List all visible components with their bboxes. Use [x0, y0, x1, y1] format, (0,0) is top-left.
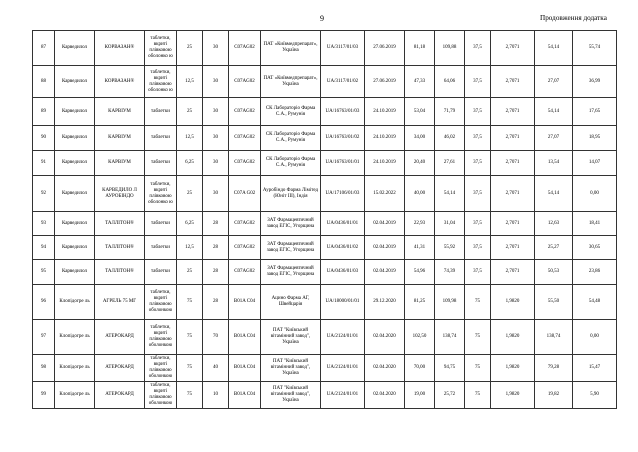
trade-name-cell: КОРВАЗАН® [95, 31, 145, 66]
retail-price-cell: 46,02 [435, 126, 465, 151]
copay-cell: 14,07 [573, 151, 617, 176]
row-number: 91 [33, 151, 55, 176]
atc-code-cell: C07AG02 [229, 31, 261, 66]
manufacturer-cell: СК Лабораторіо Фарма С.А., Румунія [261, 98, 321, 126]
table-row [33, 126, 617, 151]
atc-code-cell: B01A C04 [229, 382, 261, 409]
manufacturer-cell: ПАТ "Київський вітамінний завод", Україна [261, 355, 321, 382]
reimb-rate-cell: 1,9820 [491, 355, 535, 382]
inn-cell: Карведилол [55, 176, 95, 212]
atc-code-cell: C07AG02 [229, 126, 261, 151]
pack-qty-cell: 28 [203, 212, 229, 236]
date-cell: 02.04.2020 [365, 355, 405, 382]
manufacturer-cell: ПАТ «Київмедпрепарат», Україна [261, 31, 321, 66]
reimb-amount-cell: 25,27 [535, 236, 573, 260]
trade-name-cell: АТЕРОКАРД [95, 382, 145, 409]
table-row [33, 260, 617, 285]
retail-price-cell: 54,14 [435, 176, 465, 212]
registration-cell: UA/18000/01/01 [321, 285, 365, 320]
dose-cell: 12,5 [177, 236, 203, 260]
trade-name-cell: КАРВЕДИЛО Л АУРОБІНДО [95, 176, 145, 212]
reimb-rate-cell: 1,9820 [491, 382, 535, 409]
atc-code-cell: C07AG02 [229, 66, 261, 98]
reimb-rate-cell: 1,9820 [491, 320, 535, 355]
registration-cell: UA/2124/01/01 [321, 382, 365, 409]
dose-cell: 12,5 [177, 126, 203, 151]
reimb-amount-cell: 50,53 [535, 260, 573, 285]
ddd-cell: 75 [465, 355, 491, 382]
pack-qty-cell: 30 [203, 66, 229, 98]
row-number: 88 [33, 66, 55, 98]
dose-cell: 25 [177, 176, 203, 212]
inn-cell: Карведилол [55, 31, 95, 66]
inn-cell: Клопідогре ль [55, 355, 95, 382]
dose-cell: 25 [177, 98, 203, 126]
table-row [33, 285, 617, 320]
dose-cell: 6,25 [177, 151, 203, 176]
atc-code-cell: C07AG02 [229, 212, 261, 236]
wholesale-price-cell: 40,00 [405, 176, 435, 212]
copay-cell: 55,74 [573, 31, 617, 66]
trade-name-cell: КАРВІУМ [95, 98, 145, 126]
wholesale-price-cell: 54,96 [405, 260, 435, 285]
drug-price-table [32, 30, 617, 409]
dosage-form-cell: таблетки, вкриті плівковою оболонко ю [145, 31, 177, 66]
date-cell: 02.04.2020 [365, 382, 405, 409]
row-number: 87 [33, 31, 55, 66]
pack-qty-cell: 40 [203, 355, 229, 382]
reimb-rate-cell: 1,9820 [491, 285, 535, 320]
date-cell: 02.04.2019 [365, 212, 405, 236]
row-number: 90 [33, 126, 55, 151]
dose-cell: 75 [177, 320, 203, 355]
registration-cell: UA/16763/01/01 [321, 151, 365, 176]
retail-price-cell: 55,92 [435, 236, 465, 260]
reimb-amount-cell: 55,50 [535, 285, 573, 320]
row-number: 97 [33, 320, 55, 355]
dose-cell: 75 [177, 355, 203, 382]
table-row [33, 355, 617, 382]
reimb-amount-cell: 54,14 [535, 98, 573, 126]
table-row [33, 382, 617, 409]
date-cell: 02.04.2019 [365, 236, 405, 260]
row-number: 95 [33, 260, 55, 285]
atc-code-cell: C07AG02 [229, 98, 261, 126]
trade-name-cell: ТАЛЛІТОН® [95, 260, 145, 285]
atc-code-cell: C07A G02 [229, 176, 261, 212]
wholesale-price-cell: 19,00 [405, 382, 435, 409]
retail-price-cell: 25,72 [435, 382, 465, 409]
reimb-rate-cell: 2,7071 [491, 126, 535, 151]
registration-cell: UA/0436/01/01 [321, 212, 365, 236]
manufacturer-cell: ПАТ «Київмедпрепарат», Україна [261, 66, 321, 98]
reimb-rate-cell: 2,7071 [491, 151, 535, 176]
dose-cell: 25 [177, 31, 203, 66]
manufacturer-cell: ЗАТ Фармацевтичний завод ЕГІС, Угорщина [261, 212, 321, 236]
dosage-form-cell: таблетки [145, 126, 177, 151]
reimb-rate-cell: 2,7071 [491, 212, 535, 236]
copay-cell: 17,65 [573, 98, 617, 126]
copay-cell: 0,00 [573, 320, 617, 355]
inn-cell: Карведилол [55, 126, 95, 151]
dosage-form-cell: таблетки, вкриті плівковою оболонко ю [145, 176, 177, 212]
wholesale-price-cell: 22,93 [405, 212, 435, 236]
table-row [33, 212, 617, 236]
dosage-form-cell: таблетки, вкриті плівковою оболонкою [145, 355, 177, 382]
ddd-cell: 37,5 [465, 151, 491, 176]
retail-price-cell: 74,39 [435, 260, 465, 285]
row-number: 92 [33, 176, 55, 212]
ddd-cell: 37,5 [465, 126, 491, 151]
ddd-cell: 37,5 [465, 98, 491, 126]
reimb-amount-cell: 79,28 [535, 355, 573, 382]
pack-qty-cell: 30 [203, 151, 229, 176]
trade-name-cell: ТАЛЛІТОН® [95, 212, 145, 236]
retail-price-cell: 138,74 [435, 320, 465, 355]
copay-cell: 30,65 [573, 236, 617, 260]
trade-name-cell: АТЕРОКАРД [95, 355, 145, 382]
ddd-cell: 37,5 [465, 31, 491, 66]
dosage-form-cell: таблетки, вкриті плівковою оболонкою [145, 285, 177, 320]
reimb-rate-cell: 2,7071 [491, 176, 535, 212]
date-cell: 29.12.2020 [365, 285, 405, 320]
trade-name-cell: КАРВІУМ [95, 151, 145, 176]
dosage-form-cell: таблетки, вкриті плівковою оболонко ю [145, 66, 177, 98]
trade-name-cell: КОРВАЗАН® [95, 66, 145, 98]
reimb-amount-cell: 54,14 [535, 176, 573, 212]
reimb-amount-cell: 54,14 [535, 31, 573, 66]
date-cell: 27.06.2019 [365, 31, 405, 66]
inn-cell: Карведилол [55, 212, 95, 236]
wholesale-price-cell: 102,50 [405, 320, 435, 355]
date-cell: 24.10.2019 [365, 98, 405, 126]
pack-qty-cell: 28 [203, 285, 229, 320]
pack-qty-cell: 28 [203, 236, 229, 260]
manufacturer-cell: ПАТ "Київський вітамінний завод", Україна [261, 320, 321, 355]
dose-cell: 75 [177, 285, 203, 320]
wholesale-price-cell: 41,31 [405, 236, 435, 260]
ddd-cell: 75 [465, 320, 491, 355]
manufacturer-cell: СК Лабораторіо Фарма С.А., Румунія [261, 126, 321, 151]
pack-qty-cell: 10 [203, 382, 229, 409]
retail-price-cell: 109,98 [435, 285, 465, 320]
reimb-rate-cell: 2,7071 [491, 31, 535, 66]
retail-price-cell: 64,06 [435, 66, 465, 98]
wholesale-price-cell: 47,33 [405, 66, 435, 98]
table-row [33, 320, 617, 355]
reimb-amount-cell: 138,74 [535, 320, 573, 355]
reimb-amount-cell: 12,63 [535, 212, 573, 236]
trade-name-cell: КАРВІУМ [95, 126, 145, 151]
continuation-note: Продовження додатка [540, 14, 607, 22]
date-cell: 02.04.2019 [365, 260, 405, 285]
atc-code-cell: B01A C04 [229, 320, 261, 355]
dose-cell: 12,5 [177, 66, 203, 98]
manufacturer-cell: Ауробіндо Фарма Лімітед (Юніт III), Індія [261, 176, 321, 212]
wholesale-price-cell: 34,00 [405, 126, 435, 151]
pack-qty-cell: 30 [203, 31, 229, 66]
dose-cell: 25 [177, 260, 203, 285]
date-cell: 02.04.2020 [365, 320, 405, 355]
page-number: 9 [320, 14, 324, 23]
registration-cell: UA/16763/01/02 [321, 126, 365, 151]
ddd-cell: 75 [465, 285, 491, 320]
table-row [33, 151, 617, 176]
reimb-rate-cell: 2,7071 [491, 260, 535, 285]
registration-cell: UA/16763/01/03 [321, 98, 365, 126]
copay-cell: 36,99 [573, 66, 617, 98]
inn-cell: Карведилол [55, 260, 95, 285]
reimb-amount-cell: 27,07 [535, 66, 573, 98]
dosage-form-cell: таблетки [145, 98, 177, 126]
copay-cell: 18,95 [573, 126, 617, 151]
reimb-rate-cell: 2,7071 [491, 236, 535, 260]
date-cell: 15.02.2022 [365, 176, 405, 212]
wholesale-price-cell: 70,00 [405, 355, 435, 382]
trade-name-cell: АТЕРОКАРД [95, 320, 145, 355]
copay-cell: 5,90 [573, 382, 617, 409]
trade-name-cell: АГРЕЛЬ 75 МГ [95, 285, 145, 320]
reimb-rate-cell: 2,7071 [491, 66, 535, 98]
row-number: 99 [33, 382, 55, 409]
pack-qty-cell: 70 [203, 320, 229, 355]
table-row [33, 98, 617, 126]
inn-cell: Карведилол [55, 98, 95, 126]
pack-qty-cell: 30 [203, 176, 229, 212]
wholesale-price-cell: 20,40 [405, 151, 435, 176]
manufacturer-cell: ЗАТ Фармацевтичний завод ЕГІС, Угорщина [261, 236, 321, 260]
retail-price-cell: 31,04 [435, 212, 465, 236]
ddd-cell: 37,5 [465, 260, 491, 285]
atc-code-cell: C07AG02 [229, 151, 261, 176]
dosage-form-cell: таблетки, вкриті плівковою оболонкою [145, 382, 177, 409]
retail-price-cell: 27,61 [435, 151, 465, 176]
dosage-form-cell: таблетки [145, 212, 177, 236]
ddd-cell: 37,5 [465, 176, 491, 212]
row-number: 94 [33, 236, 55, 260]
row-number: 98 [33, 355, 55, 382]
wholesale-price-cell: 53,04 [405, 98, 435, 126]
manufacturer-cell: Ацино Фарма АГ, Швейцарія [261, 285, 321, 320]
atc-code-cell: C07AG02 [229, 236, 261, 260]
inn-cell: Карведилол [55, 236, 95, 260]
date-cell: 27.06.2019 [365, 66, 405, 98]
registration-cell: UA/0436/01/02 [321, 236, 365, 260]
row-number: 96 [33, 285, 55, 320]
registration-cell: UA/3117/01/03 [321, 31, 365, 66]
registration-cell: UA/17106/01/03 [321, 176, 365, 212]
wholesale-price-cell: 81,18 [405, 31, 435, 66]
ddd-cell: 37,5 [465, 66, 491, 98]
atc-code-cell: B01A C04 [229, 355, 261, 382]
date-cell: 24.10.2019 [365, 151, 405, 176]
dose-cell: 75 [177, 382, 203, 409]
inn-cell: Клопідогре ль [55, 320, 95, 355]
date-cell: 24.10.2019 [365, 126, 405, 151]
row-number: 89 [33, 98, 55, 126]
table-row [33, 236, 617, 260]
trade-name-cell: ТАЛЛІТОН® [95, 236, 145, 260]
table-row [33, 66, 617, 98]
inn-cell: Карведилол [55, 151, 95, 176]
reimb-rate-cell: 2,7071 [491, 98, 535, 126]
inn-cell: Клопідогре ль [55, 382, 95, 409]
reimb-amount-cell: 27,07 [535, 126, 573, 151]
dosage-form-cell: таблетки, вкриті плівковою оболонкою [145, 320, 177, 355]
retail-price-cell: 71,79 [435, 98, 465, 126]
ddd-cell: 37,5 [465, 212, 491, 236]
dosage-form-cell: таблетки [145, 260, 177, 285]
dose-cell: 6,25 [177, 212, 203, 236]
pack-qty-cell: 28 [203, 260, 229, 285]
atc-code-cell: C07AG02 [229, 260, 261, 285]
atc-code-cell: B01A C04 [229, 285, 261, 320]
dosage-form-cell: таблетки [145, 236, 177, 260]
retail-price-cell: 109,88 [435, 31, 465, 66]
retail-price-cell: 94,75 [435, 355, 465, 382]
copay-cell: 15,47 [573, 355, 617, 382]
manufacturer-cell: ЗАТ Фармацевтичний завод ЕГІС, Угорщина [261, 260, 321, 285]
inn-cell: Клопідогре ль [55, 285, 95, 320]
registration-cell: UA/0436/01/03 [321, 260, 365, 285]
inn-cell: Карведилол [55, 66, 95, 98]
dosage-form-cell: таблетки [145, 151, 177, 176]
copay-cell: 18,41 [573, 212, 617, 236]
registration-cell: UA/2124/01/01 [321, 320, 365, 355]
ddd-cell: 37,5 [465, 236, 491, 260]
reimb-amount-cell: 19,82 [535, 382, 573, 409]
copay-cell: 23,86 [573, 260, 617, 285]
copay-cell: 54,48 [573, 285, 617, 320]
reimb-amount-cell: 13,54 [535, 151, 573, 176]
row-number: 93 [33, 212, 55, 236]
ddd-cell: 75 [465, 382, 491, 409]
copay-cell: 0,00 [573, 176, 617, 212]
pack-qty-cell: 30 [203, 98, 229, 126]
table-row [33, 31, 617, 66]
wholesale-price-cell: 81,25 [405, 285, 435, 320]
registration-cell: UA/3117/01/02 [321, 66, 365, 98]
table-row [33, 176, 617, 212]
manufacturer-cell: СК Лабораторіо Фарма С.А., Румунія [261, 151, 321, 176]
registration-cell: UA/2124/01/01 [321, 355, 365, 382]
manufacturer-cell: ПАТ "Київський вітамінний завод", Україна [261, 382, 321, 409]
pack-qty-cell: 30 [203, 126, 229, 151]
